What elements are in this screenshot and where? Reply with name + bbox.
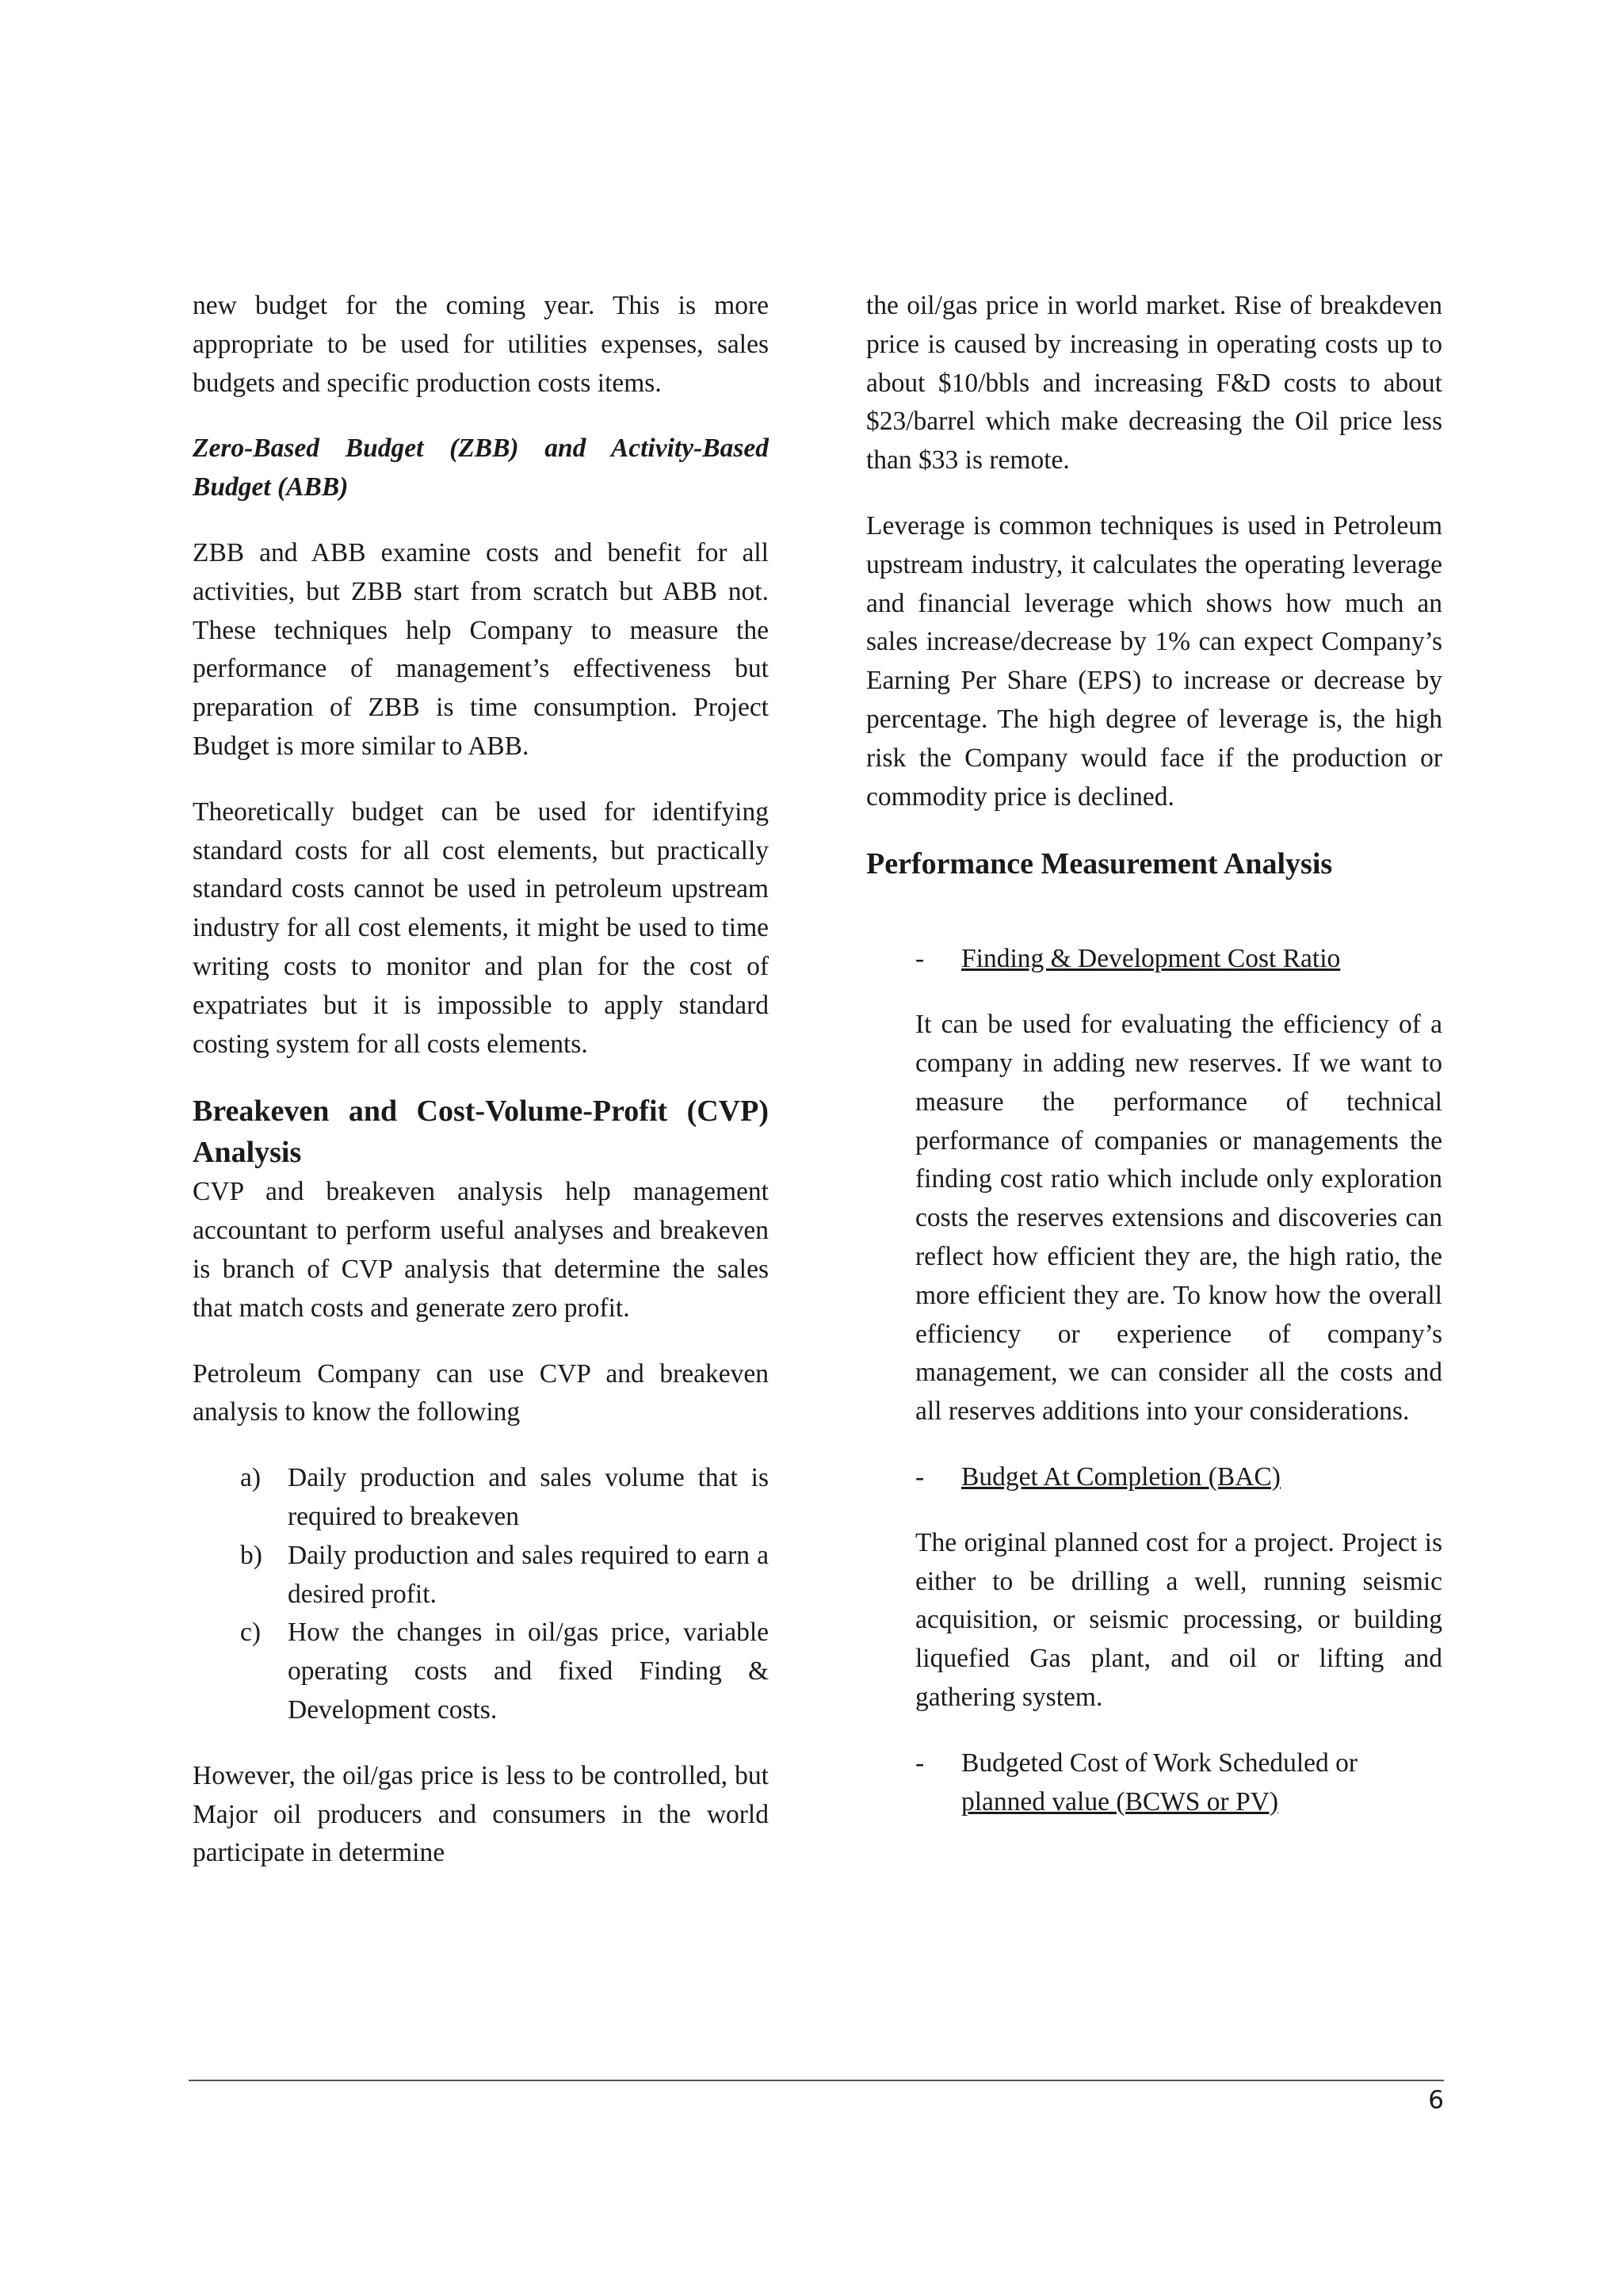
performance-heading: Performance Measurement Analysis [866, 847, 1333, 881]
list-item-text: Daily production and sales volume that is required to breakeven [288, 1463, 769, 1531]
paragraph-cvp-uses: Petroleum Company can use CVP and breakeven analysis to know the following [193, 1358, 769, 1427]
list-item-text: Daily production and sales required to earn a desired profit. [288, 1540, 769, 1609]
cvp-uses-list [193, 1459, 769, 1730]
paragraph-zbb-abb: ZBB and ABB examine costs and benefit for all activities, but ZBB start from scratch but ABB not. These techniques help Company to measure the performance of management’s effectiveness but preparation of ZBB is time consumption. Project Budget is more similar to ABB. [193, 537, 769, 761]
paragraph-budget-continuation: new budget for the coming year. This is more appropriate to be used for utilities expenses, sales budgets and specific production costs items. [193, 291, 769, 398]
paragraph-fd-cost-ratio: It can be used for evaluating the efficiency of a company in adding new reserves. If we want to measure the performance of technical performance of companies or managements the finding cost ratio which include only exploration costs the reserves extensions and discoveries can reflect how efficient they are, the high ratio, the more efficient they are. To know how the overall efficiency or experience of company’s management, we can consider all the costs and all reserves additions into your considerations. [915, 1010, 1442, 1427]
fd-cost-ratio-item [866, 940, 1442, 979]
bcws-item [866, 1744, 1442, 1822]
list-item-text: How the changes in oil/gas price, variable operating costs and fixed Finding & Development costs. [288, 1618, 769, 1725]
bac-item [866, 1458, 1442, 1497]
paragraph-standard-costs: Theoretically budget can be used for identifying standard costs for all cost elements, but practically standard costs cannot be used in petroleum upstream industry for all cost elements, it might be used to time writing costs to monitor and plan for the cost of expatriates but it is impossible to apply standard costing system for all costs elements. [193, 797, 769, 1059]
list-item [240, 1614, 769, 1729]
paragraph-leverage: Leverage is common techniques is used in Petroleum upstream industry, it calculates the operating leverage and financial leverage which shows how much an sales increase/decrease by 1% can expect Company’s Earning Per Share (EPS) to increase or decrease by percentage. The high degree of leverage is, the high risk the Company would face if the production or commodity price is declined. [866, 510, 1442, 812]
right-column [866, 287, 1442, 1848]
bcws-label: Budgeted Cost of Work Scheduled or [961, 1748, 1358, 1778]
footer-rule [189, 2080, 1444, 2081]
dash-marker: - [915, 1461, 925, 1492]
paragraph-breakeven-price: the oil/gas price in world market. Rise of breakdeven price is caused by increasing in operating costs up to about $10/bbls and increasing F&D costs to about $23/barrel which make decreasing the Oil price less than $33 is remote. [866, 291, 1442, 476]
left-column [193, 287, 769, 1873]
dash-marker: - [915, 944, 925, 974]
cvp-heading: Breakeven and Cost-Volume-Profit (CVP) Analysis [193, 1095, 769, 1170]
page-number: 6 [1428, 2086, 1444, 2115]
paragraph-cvp-intro: CVP and breakeven analysis help management accountant to perform useful analyses and breakeven is branch of CVP analysis that determine the sales that match costs and generate zero profit. [193, 1177, 769, 1323]
list-marker: a) [240, 1463, 262, 1493]
list-marker: c) [240, 1618, 262, 1648]
zbb-abb-heading: Zero-Based Budget (ZBB) and Activity-Based Budget (ABB) [193, 434, 769, 502]
bac-label: Budget At Completion (BAC) [961, 1461, 1281, 1492]
list-item [240, 1459, 769, 1537]
bcws-underlined-label: planned value (BCWS or PV) [961, 1786, 1279, 1817]
list-item [240, 1537, 769, 1614]
fd-cost-ratio-label: Finding & Development Cost Ratio [961, 944, 1341, 974]
paragraph-bac: The original planned cost for a project. Project is either to be drilling a well, running seismic acquisition, or seismic processing, or building liquefied Gas plant, and oil or lifting and gathering system. [915, 1527, 1442, 1712]
paragraph-oil-price: However, the oil/gas price is less to be controlled, but Major oil producers and consumers in the world participate in determine [193, 1760, 769, 1868]
dash-marker: - [915, 1748, 925, 1778]
list-marker: b) [240, 1540, 262, 1570]
